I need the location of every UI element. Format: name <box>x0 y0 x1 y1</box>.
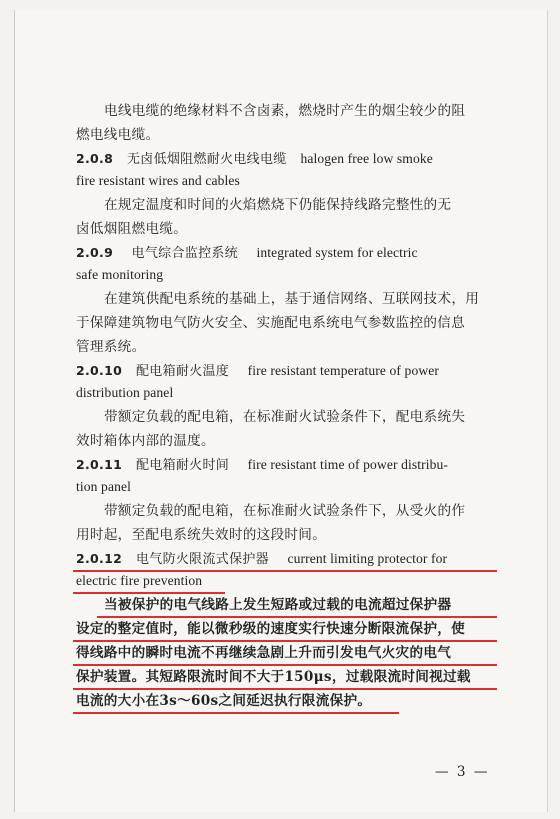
paragraph-line: 用时起，至配电系统失效时的这段时间。 <box>76 527 327 543</box>
term-english: halogen free low smoke <box>300 151 433 166</box>
paragraph-line: 在规定温度和时间的火焰燃烧下仍能保持线路完整性的无 <box>104 197 452 213</box>
highlighted-paragraph-line: 当被保护的电气线路上发生短路或过载的电流超过保护器 <box>104 597 452 613</box>
term-english: fire resistant temperature of power <box>247 363 440 378</box>
term-chinese: 无卤低烟阻燃耐火电线电缆 <box>126 152 287 167</box>
term-number: 2.0.12 <box>76 551 123 566</box>
term-english-continued: tion panel <box>76 479 131 494</box>
term-english-continued: safe monitoring <box>76 267 164 282</box>
term-number: 2.0.8 <box>76 151 114 166</box>
highlighted-paragraph-line: 保护装置。其短路限流时间不大于150μs，过载限流时间视过载 <box>76 669 471 685</box>
paragraph-line: 在建筑供配电系统的基础上，基于通信网络、互联网技术，用 <box>104 291 480 307</box>
term-number: 2.0.10 <box>76 363 123 378</box>
term-english-continued: distribution panel <box>76 385 174 400</box>
paragraph-line: 带额定负载的配电箱，在标准耐火试验条件下，配电系统失 <box>104 409 466 425</box>
term-chinese: 配电箱耐火时间 <box>135 458 230 473</box>
highlighted-paragraph-line: 设定的整定值时，能以微秒级的速度实行快速分断限流保护，使 <box>76 621 466 637</box>
paragraph-line: 燃电线电缆。 <box>76 127 160 143</box>
paragraph-line: 带额定负载的配电箱，在标准耐火试验条件下，从受火的作 <box>104 503 466 519</box>
page-content <box>15 10 547 812</box>
page-number: — 3 — <box>435 764 490 780</box>
term-number: 2.0.11 <box>76 457 123 472</box>
document-page <box>14 10 548 812</box>
term-chinese: 电气综合监控系统 <box>131 246 238 261</box>
term-english-continued: fire resistant wires and cables <box>76 173 240 188</box>
paragraph-line: 电线电缆的绝缘材料不含卤素，燃烧时产生的烟尘较少的阻 <box>104 103 466 119</box>
highlighted-paragraph-line: 得线路中的瞬时电流不再继续急剧上升而引发电气火灾的电气 <box>76 645 452 661</box>
term-english: fire resistant time of power distribu- <box>247 457 449 472</box>
paragraph-line: 于保障建筑物电气防火安全、实施配电系统电气参数监控的信息 <box>76 315 466 331</box>
highlighted-paragraph-line: 电流的大小在3s～60s之间延迟执行限流保护。 <box>76 693 372 709</box>
paragraph-line: 效时箱体内部的温度。 <box>76 433 215 449</box>
term-number: 2.0.9 <box>76 245 114 260</box>
term-chinese: 电气防火限流式保护器 <box>135 552 269 567</box>
red-underline <box>73 712 399 714</box>
term-english-continued: electric fire prevention <box>76 573 203 588</box>
paragraph-line: 管理系统。 <box>76 339 146 355</box>
term-english: current limiting protector for <box>287 551 448 566</box>
paragraph-line: 卤低烟阻燃电缆。 <box>76 221 188 237</box>
term-english: integrated system for electric <box>256 245 418 260</box>
term-chinese: 配电箱耐火温度 <box>135 364 230 379</box>
